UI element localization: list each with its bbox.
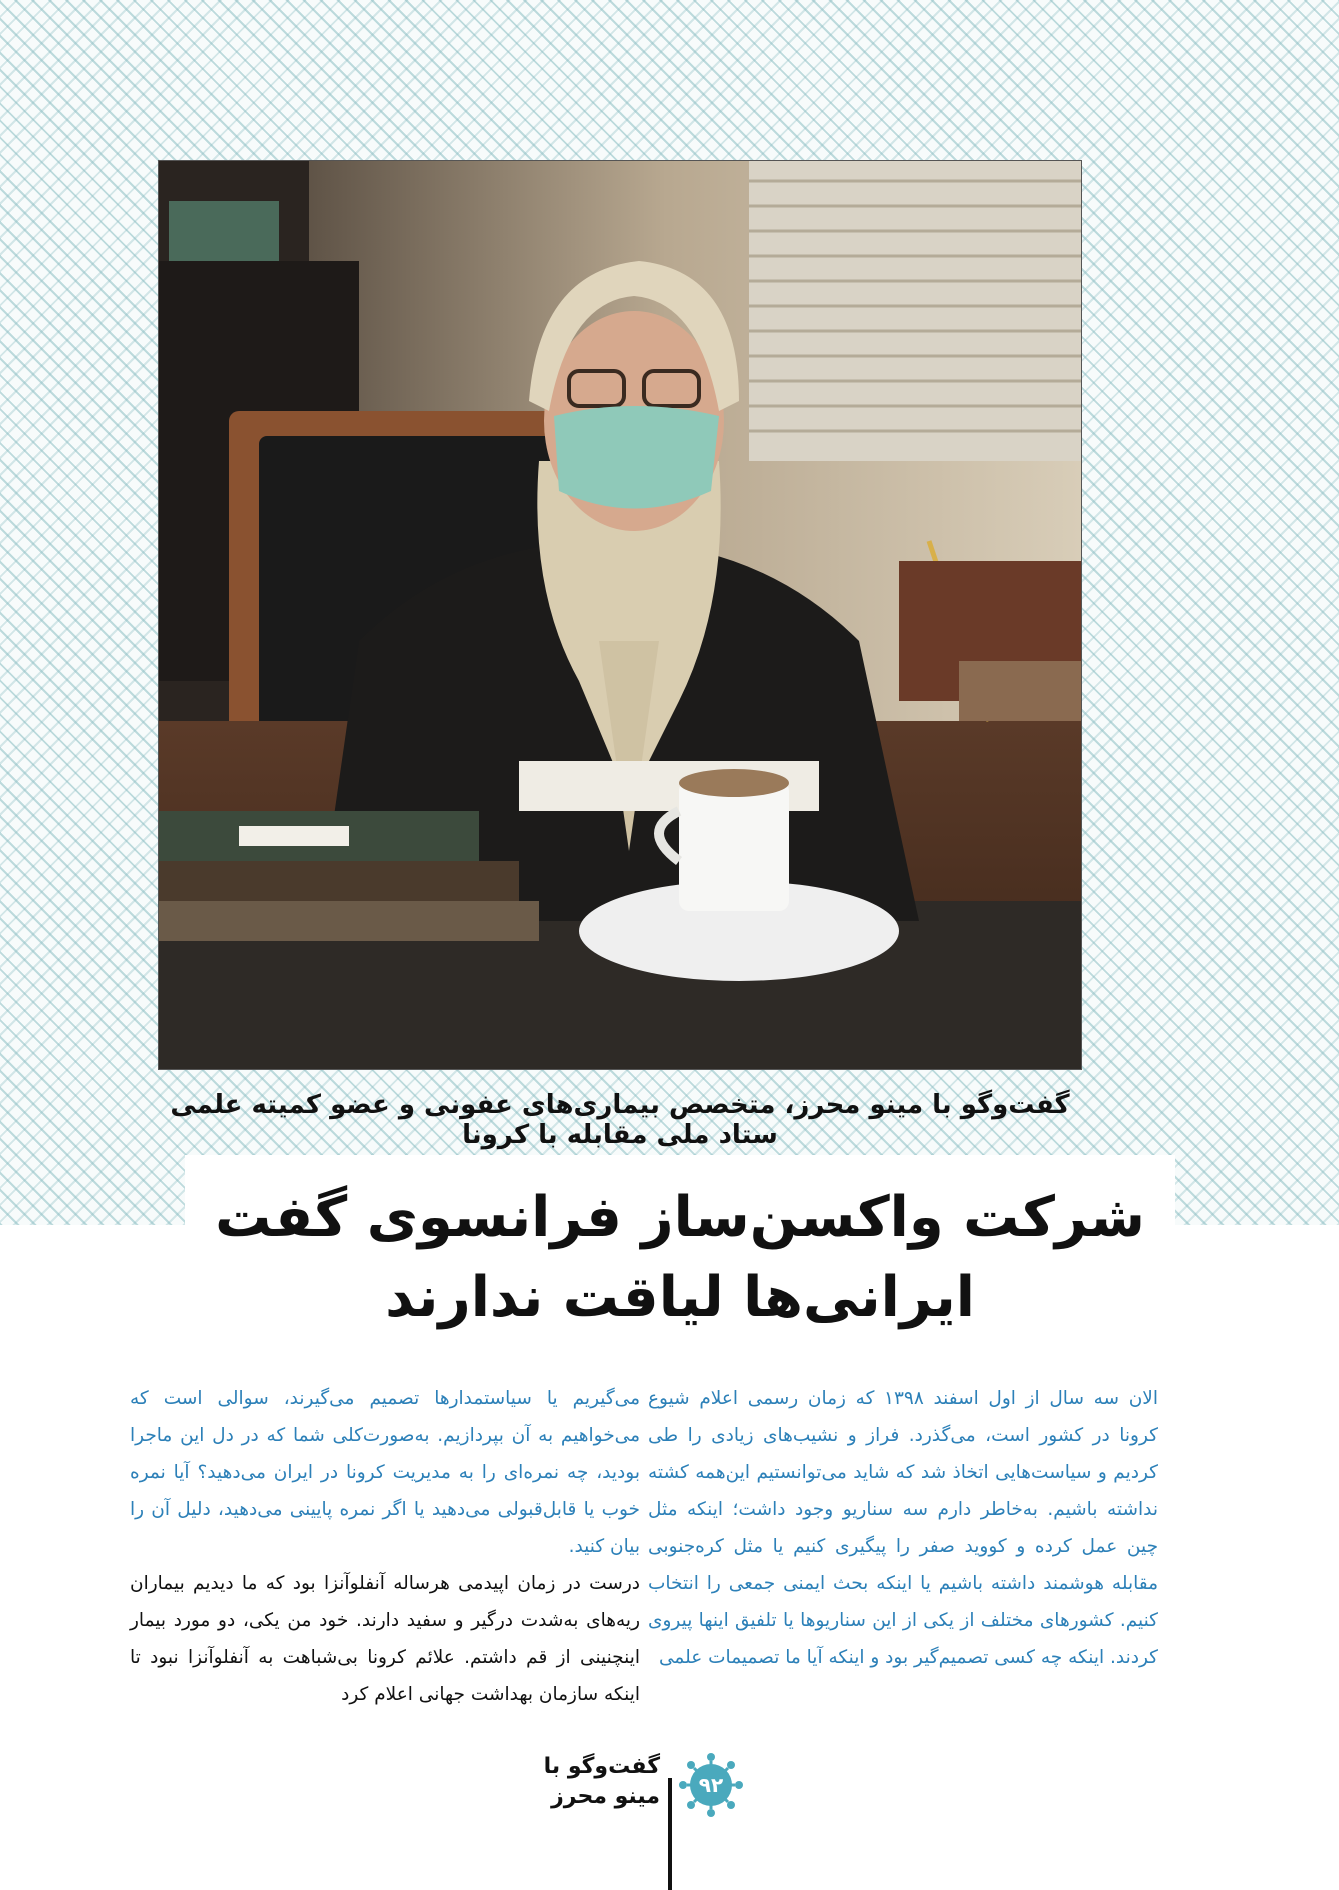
footer-section-label	[520, 1752, 660, 1812]
interview-answer: درست در زمان اپیدمی هرساله آنفلوآنزا بود که ما دیدیم بیماران ریه‌های به‌شدت درگیر و سفید دارند. خود من یکی، دو مورد بیمار اینچنینی از قم داشتم. علائم کرونا بی‌شباهت به آنفلوآنزا نبود تا اینکه سازمان بهداشت جهانی اعلام کرد	[130, 1573, 640, 1705]
page-number: ۹۲	[698, 1773, 724, 1797]
headline-line-2: ایرانی‌ها لیاقت ندارند	[385, 1265, 975, 1330]
article-column-right	[648, 1380, 1158, 1676]
photo-caption: گفت‌وگو با مینو محرز، متخصص بیماری‌های عفونی و عضو کمیته علمی ستاد ملی مقابله با کرونا	[170, 1090, 1070, 1150]
headline	[185, 1178, 1175, 1338]
footer-divider	[668, 1778, 672, 1890]
interview-question: می‌گیریم یا سیاستمدارها تصمیم می‌گیرند، سوالی است که می‌خواهیم به آن بپردازیم. به‌صورت‌کلی شما که در دل این ماجرا بودید، چه نمره‌ای را به مدیریت کرونا در ایران می‌دهید؟ آیا نمره خوب یا قابل‌قبولی می‌دهید یا اگر نمره پایینی می‌دهید، دلیل آن را بیان کنید.	[130, 1388, 640, 1557]
column-right-text: الان سه سال از اول اسفند ۱۳۹۸ که زمان رسمی اعلام شیوع کرونا در کشور است، می‌گذرد. فراز و نشیب‌های زیادی را طی کردیم و سیاست‌هایی اتخاذ شد که شاید می‌توانستیم این‌همه کشته نداشته باشیم. به‌خاطر دارم سه سناریو وجود داشت؛ اینکه مثل چین عمل کرده و کووید صفر را پیگیری کنیم یا مثل کره‌جنوبی مقابله هوشمند داشته باشیم یا اینکه بحث ایمنی جمعی را انتخاب کنیم. کشورهای مختلف از یکی از این سناریوها یا تلفیق اینها پیروی کردند. اینکه چه کسی تصمیم‌گیر بود و اینکه آیا ما تصمیمات علمی	[648, 1388, 1158, 1668]
headline-line-1: شرکت واکسن‌ساز فرانسوی گفت	[215, 1185, 1145, 1250]
footer-label-line-2: مینو محرز	[551, 1784, 660, 1809]
footer-label-line-1: گفت‌وگو با	[543, 1754, 660, 1779]
article-column-left	[130, 1380, 640, 1713]
interview-photo	[158, 160, 1082, 1070]
